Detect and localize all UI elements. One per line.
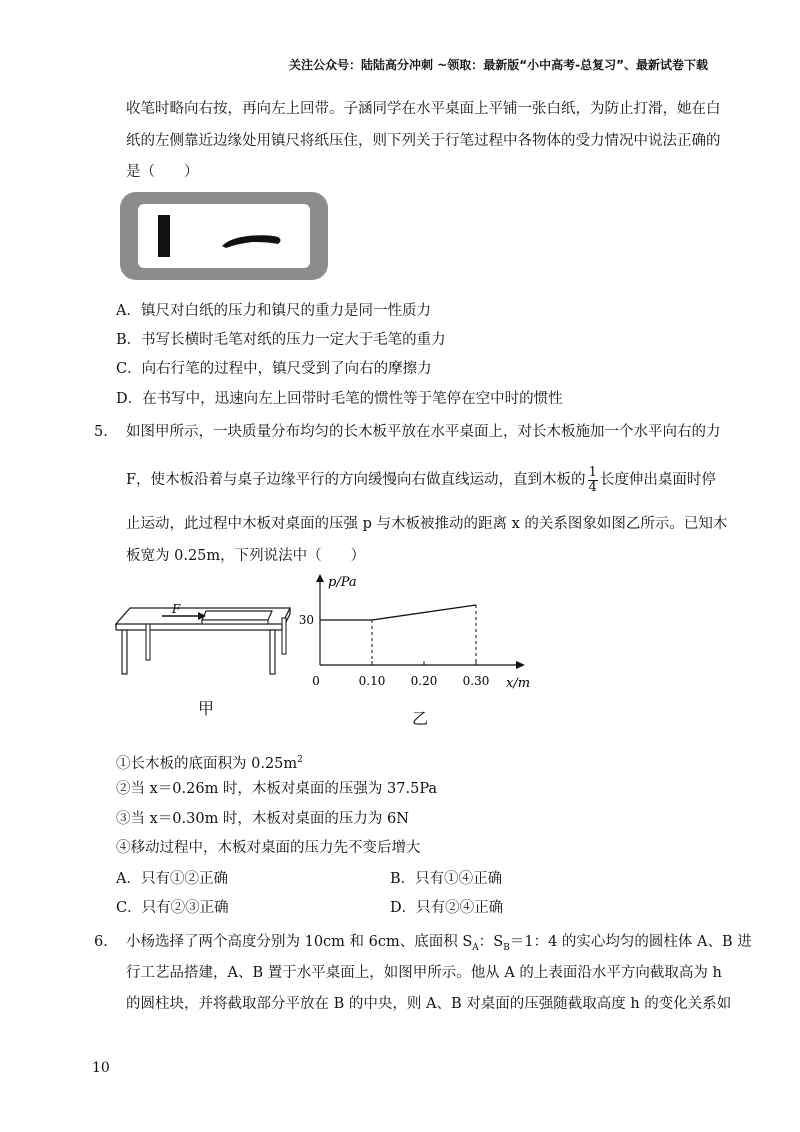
q6-line-1b: ：S (478, 934, 504, 950)
wooden-board (202, 611, 272, 620)
q5-statement-3: ③当 x＝0.30m 时，木板对桌面的压力为 6N (116, 811, 409, 827)
force-label: F (172, 602, 181, 616)
q6-line-1a: 小杨选择了两个高度分别为 10cm 和 6cm、底面积 S (126, 934, 473, 950)
fraction-numerator: 1 (588, 464, 597, 480)
y-tick-label: 30 (298, 613, 314, 627)
pressure-series-line (320, 605, 476, 620)
figure-jia-caption: 甲 (198, 699, 215, 718)
q6-line-1 (126, 932, 752, 958)
q5-line-2b: 长度伸出桌面时停 (599, 472, 716, 488)
q5-option-c: C．只有②③正确 (116, 900, 229, 916)
pressure-chart (290, 568, 540, 698)
page-header: 关注公众号：陆陆高分冲刺 ~领取：最新版“小中高考-总复习”、最新试卷下载 (289, 58, 708, 72)
q6-line-1c: ＝1：4 的实心均匀的圆柱体 A、B 进 (509, 934, 752, 950)
q4-option-a: A．镇尺对白纸的压力和镇尺的重力是同一性质力 (116, 303, 431, 319)
q4-option-d: D．在书写中，迅速向左上回带时毛笔的惯性等于笔停在空中时的惯性 (116, 391, 563, 407)
q5-statement-1 (116, 750, 303, 774)
q4-line-3: 是（ ） (126, 164, 199, 180)
q6-number: 6. (94, 934, 108, 950)
y-axis-label: p/Pa (328, 575, 357, 590)
q6-line-3: 的圆柱块，并将截取部分平放在 B 的中央，则 A、B 对桌面的压强随截取高度 h 的变化关系如 (126, 996, 732, 1012)
x-tick-label: 0.20 (410, 674, 438, 688)
x-axis-label: x/m (506, 676, 531, 691)
q6-line-2: 行工艺品搭建，A、B 置于水平桌面上，如图甲所示。他从 A 的上表面沿水平方向截取高为 h (126, 965, 722, 981)
q5-option-d: D．只有②④正确 (390, 900, 504, 916)
x-axis-arrow (516, 661, 525, 669)
y-axis-arrow (316, 574, 324, 582)
fraction-denominator: 4 (588, 479, 597, 495)
table-leg-back-left (146, 624, 150, 660)
table-figure (110, 598, 295, 678)
figure-yi-caption: 乙 (412, 709, 429, 728)
x-tick-label: 0.10 (358, 674, 386, 688)
q5-option-a: A．只有①②正确 (116, 871, 228, 887)
x-tick-label: 0.30 (462, 674, 490, 688)
q4-line-2: 纸的左侧靠近边缘处用镇尺将纸压住，则下列关于行笔过程中各物体的受力情况中说法正确的 (126, 133, 721, 149)
q4-line-1: 收笔时略向右按，再向左上回带。子涵同学在水平桌面上平铺一张白纸，为防止打滑，她在白 (126, 101, 721, 117)
q5-fraction (588, 466, 598, 495)
q6-sub-a: A (472, 942, 479, 953)
table-leg-front-right (270, 630, 275, 674)
q5-line-1: 如图甲所示，一块质量分布均匀的长木板平放在水平桌面上，对长木板施加一个水平向右的力 (126, 424, 721, 440)
statement-1-text: ①长木板的底面积为 0.25m (116, 755, 298, 772)
page-number: 10 (92, 1060, 110, 1076)
q5-line-2a: F，使木板沿着与桌子边缘平行的方向缓慢向右做直线运动，直到木板的 (126, 472, 586, 488)
table-leg-front-left (122, 630, 127, 674)
q5-line-4: 板宽为 0.25m，下列说法中（ ） (126, 548, 366, 564)
q6-sub-b: B (503, 942, 510, 953)
origin-label: 0 (312, 674, 320, 688)
chart-layer (299, 574, 530, 691)
calligraphy-figure (118, 190, 330, 282)
q5-statement-4: ④移动过程中，木板对桌面的压力先不变后增大 (116, 840, 421, 856)
paperweight-bar (158, 215, 170, 257)
q5-line-2 (126, 465, 716, 495)
q4-option-c: C．向右行笔的过程中，镇尺受到了向右的摩擦力 (116, 361, 432, 377)
q5-line-3: 止运动，此过程中木板对桌面的压强 p 与木板被推动的距离 x 的关系图象如图乙所示。已知木 (126, 516, 728, 532)
q5-statement-2: ②当 x＝0.26m 时，木板对桌面的压强为 37.5Pa (116, 781, 438, 797)
q5-option-b: B．只有①④正确 (390, 871, 503, 887)
q5-number: 5. (94, 424, 108, 440)
table-leg-back-right (282, 618, 286, 654)
statement-1-superscript: 2 (297, 755, 303, 765)
q4-option-b: B．书写长横时毛笔对纸的压力一定大于毛笔的重力 (116, 332, 446, 348)
